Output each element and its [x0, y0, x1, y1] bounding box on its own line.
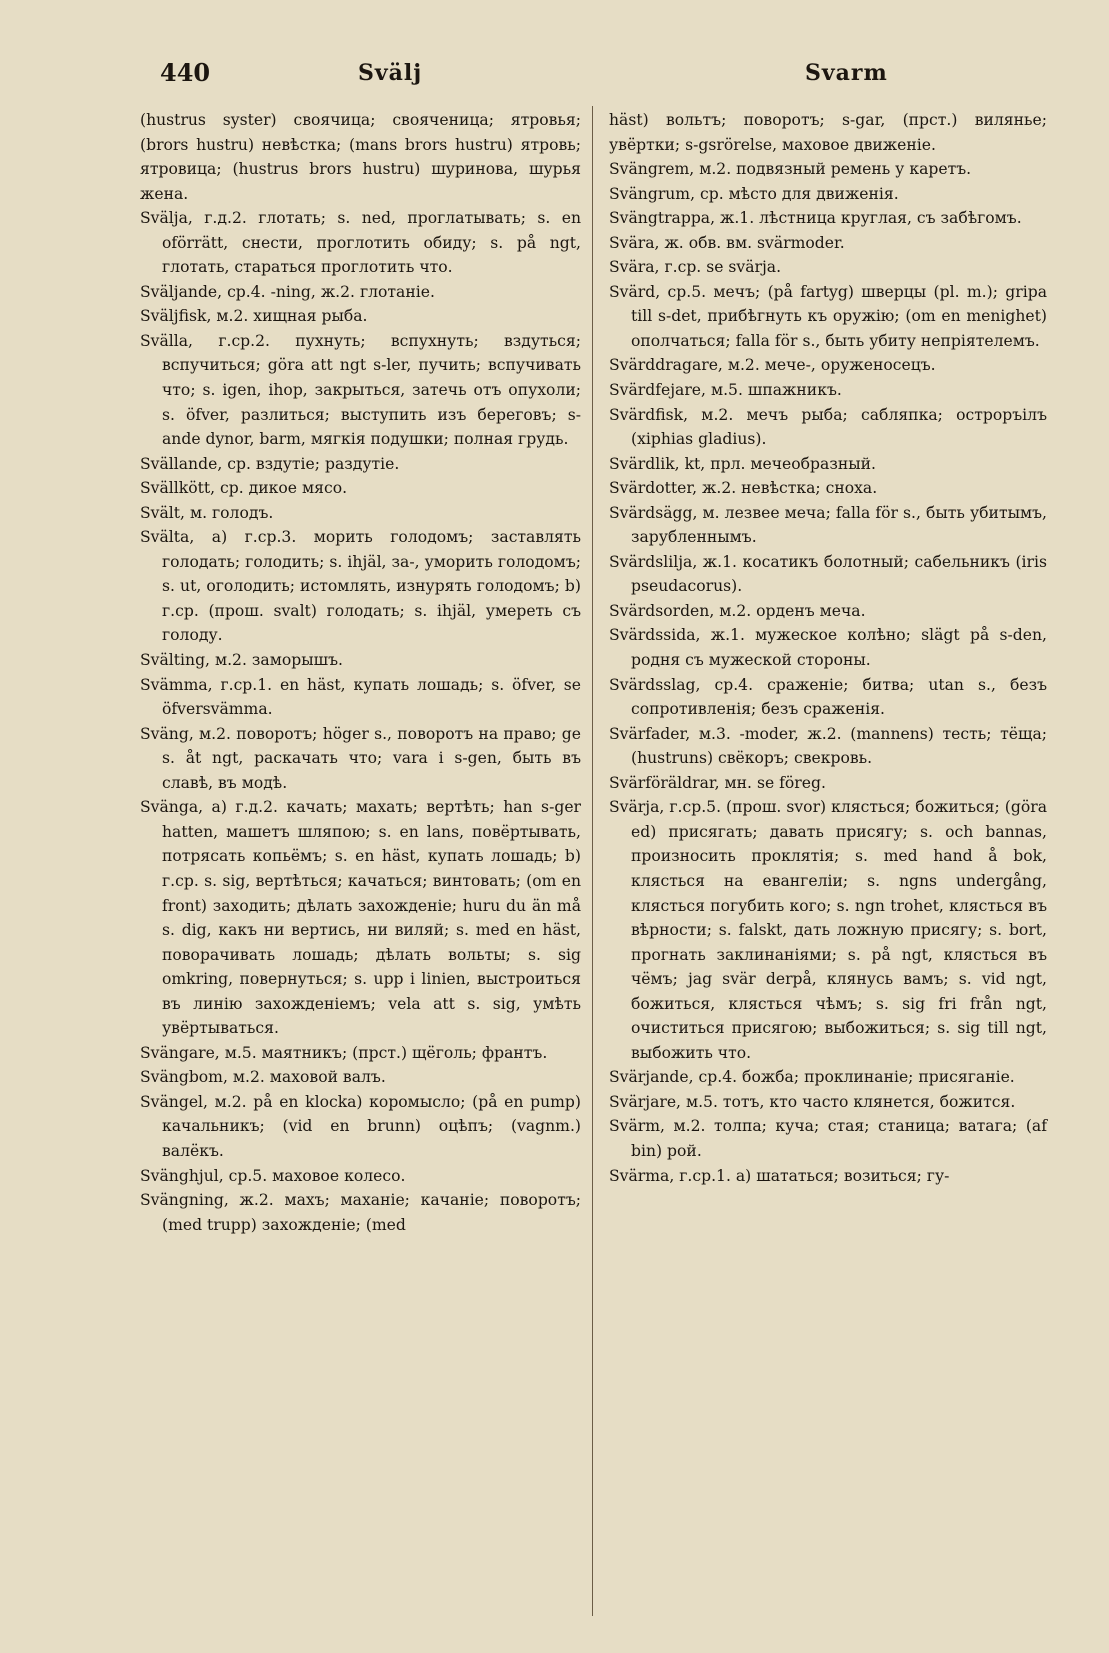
dictionary-entry: Svängbom, м.2. маховой валъ. [140, 1068, 386, 1087]
dictionary-entry: Svärm, м.2. толпа; куча; стая; станица; ватага; (af bin) рой. [609, 1117, 1047, 1160]
dictionary-entry: Svälla, г.ср.2. пухнуть; вспухнуть; вздуться; вспучиться; göra att ngt s-ler, пучить; вспучивать что; s. igen, ihop, закрыться, затечь отъ опухоли; s. öfver, разлиться; выступить изъ береговъ; s-ande dynor, barm, мягкія подушки; полная грудь. [140, 331, 581, 449]
dictionary-entry: Sväng, м.2. поворотъ; höger s., поворотъ на право; ge s. åt ngt, раскачать что; vara i s-gen, быть въ славѣ, въ модѣ. [140, 724, 581, 792]
dictionary-entry: Svärdsägg, м. лезвее меча; falla för s., быть убитымъ, зарубленнымъ. [609, 503, 1047, 547]
dictionary-entry: Sväljande, ср.4. -ning, ж.2. глотаніе. [140, 282, 435, 301]
dictionary-entry: Svärd, ср.5. мечъ; (på fartyg) шверцы (pl. m.); gripa till s-det, прибѣгнуть къ оружію; (om en menighet) ополчаться; falla för s., быть убиту непріятелемъ. [609, 282, 1047, 350]
dictionary-entry: Svärdsorden, м.2. орденъ меча. [609, 601, 866, 620]
dictionary-entry: Sväljfisk, м.2. хищная рыба. [140, 307, 368, 326]
dictionary-entry: Svängtrappa, ж.1. лѣстница круглая, съ забѣгомъ. [609, 209, 1022, 228]
right-column [609, 108, 1047, 1188]
dictionary-entry: Svärfader, м.3. -moder, ж.2. (mannens) тесть; тёща; (hustruns) свёкоръ; свекровь. [609, 724, 1047, 768]
dictionary-entry: Svära, ж. обв. вм. svärmoder. [609, 233, 845, 252]
dictionary-entry: Svärjare, м.5. тотъ, кто часто клянется, божится. [609, 1092, 1016, 1111]
dictionary-entry: Svärddragare, м.2. мече-, оруженосецъ. [609, 356, 936, 375]
dictionary-entry: Svärdotter, ж.2. невѣстка; сноха. [609, 479, 878, 498]
dictionary-entry: häst) вольтъ; поворотъ; s-gar, (прст.) виляньe; увёртки; s-gsrörelse, маховое движеніе. [609, 111, 1047, 154]
dictionary-entry: Svänga, a) г.д.2. качать; махать; вертѣть; han s-ger hatten, машетъ шляпою; s. en lans, повёртывать, потрясать копьёмъ; s. en häst, купать лошадь; b) г.ср. s. sig, вертѣться; качаться; винтовать; (om en front) заходить; дѣлать захожденіе; huru du än må s. dig, какъ ни вертись, ни виляй; s. med en häst, поворачивать лошадь; дѣлать вольты; s. sig omkring, повернуться; s. upp i linien, выстроиться въ линію захожденіемъ; vela att s. sig, умѣть увёртываться. [140, 798, 581, 1038]
left-guide-word: Svälj [358, 60, 423, 86]
dictionary-entry: Svärdfisk, м.2. мечъ рыба; сабляпка; остроръілъ (xiphias gladius). [609, 405, 1047, 449]
dictionary-entry: Svärdfejare, м.5. шпажникъ. [609, 381, 842, 400]
dictionary-entry: Svällande, ср. вздутіе; раздутіе. [140, 454, 400, 473]
dictionary-entry: Svärdssida, ж.1. мужеское колѣно; slägt på s-den, родня съ мужеской стороны. [609, 626, 1047, 670]
dictionary-entry: Svärjande, ср.4. божба; проклинаніе; присяганіе. [609, 1068, 1015, 1087]
page-number: 440 [160, 58, 211, 87]
dictionary-entry: Svälting, м.2. заморышъ. [140, 651, 343, 670]
dictionary-entry: Svärdslilja, ж.1. косатикъ болотный; сабельникъ (iris pseudacorus). [609, 552, 1047, 596]
dictionary-entry: Svängare, м.5. маятникъ; (прст.) щёголь; франтъ. [140, 1043, 548, 1062]
dictionary-entry: Svängrem, м.2. подвязный ремень у каретъ. [609, 160, 972, 179]
dictionary-entry: Svängrum, ср. мѣсто для движенія. [609, 184, 899, 203]
dictionary-entry: Svärdsslag, ср.4. сраженіе; битва; utan s., безъ сопротивленія; безъ сраженія. [609, 675, 1047, 719]
column-divider [592, 106, 593, 1616]
dictionary-entry: Svämma, г.ср.1. en häst, купать лошадь; s. öfver, se öfversvämma. [140, 675, 581, 719]
dictionary-entry: Svälja, г.д.2. глотать; s. ned, проглатывать; s. en oförrätt, снести, проглотить обиду; s. på ngt, глотать, стараться проглотить что. [140, 209, 581, 277]
right-guide-word: Svarm [805, 60, 888, 86]
dictionary-entry: Svärföräldrar, мн. se föreg. [609, 773, 826, 792]
dictionary-entry: Svälta, a) г.ср.3. морить голодомъ; заставлять голодать; голодить; s. ihjäl, за-, уморить голодомъ; s. ut, оголодить; истомлять, изнурять голодомъ; b) г.ср. (прош. svalt) голодать; s. ihjäl, умереть съ голоду. [140, 528, 581, 645]
running-header [0, 58, 1109, 98]
dictionary-entry: Svärja, г.ср.5. (прош. svor) клясться; божиться; (göra ed) присягать; давать присягу; s. och bannas, произносить проклятія; s. med hand å bok, клясться на евангеліи; s. ngns undergång, клясться погубить кого; s. ngn trohet, клясться въ вѣрности; s. falskt, дать ложную присягу; s. bort, прогнать заклинаніями; s. på ngt, клясться въ чёмъ; jag svär derpå, клянусь вамъ; s. vid ngt, божиться, клясться чѣмъ; s. sig fri från ngt, очиститься присягою; выбожиться; s. sig till ngt, выбожить что. [609, 798, 1047, 1062]
dictionary-entry: Svällkött, ср. дикое мясо. [140, 479, 348, 498]
dictionary-entry: Svärma, г.ср.1. a) шататься; возиться; гу- [609, 1166, 950, 1185]
dictionary-entry: Svält, м. голодъ. [140, 503, 274, 522]
dictionary-entry: Svängning, ж.2. махъ; маханіе; качаніе; поворотъ; (med trupp) захожденіе; (med [140, 1191, 581, 1234]
dictionary-entry: Svära, г.ср. se svärja. [609, 258, 782, 277]
dictionary-entry: (hustrus syster) своячица; свояченица; ятровья; (brors hustru) невѣстка; (mans brors hustru) ятровь; ятровица; (hustrus brors hustru) шуринова, шурья жена. [140, 111, 581, 203]
dictionary-entry: Svänghjul, ср.5. маховое колесо. [140, 1166, 406, 1185]
dictionary-entry: Svängel, м.2. på en klocka) коромысло; (på en pump) качальникъ; (vid en brunn) оцѣпъ; (vagnm.) валёкъ. [140, 1092, 581, 1160]
left-column [140, 108, 581, 1237]
dictionary-entry: Svärdlik, kt, прл. мечеобразный. [609, 454, 876, 473]
